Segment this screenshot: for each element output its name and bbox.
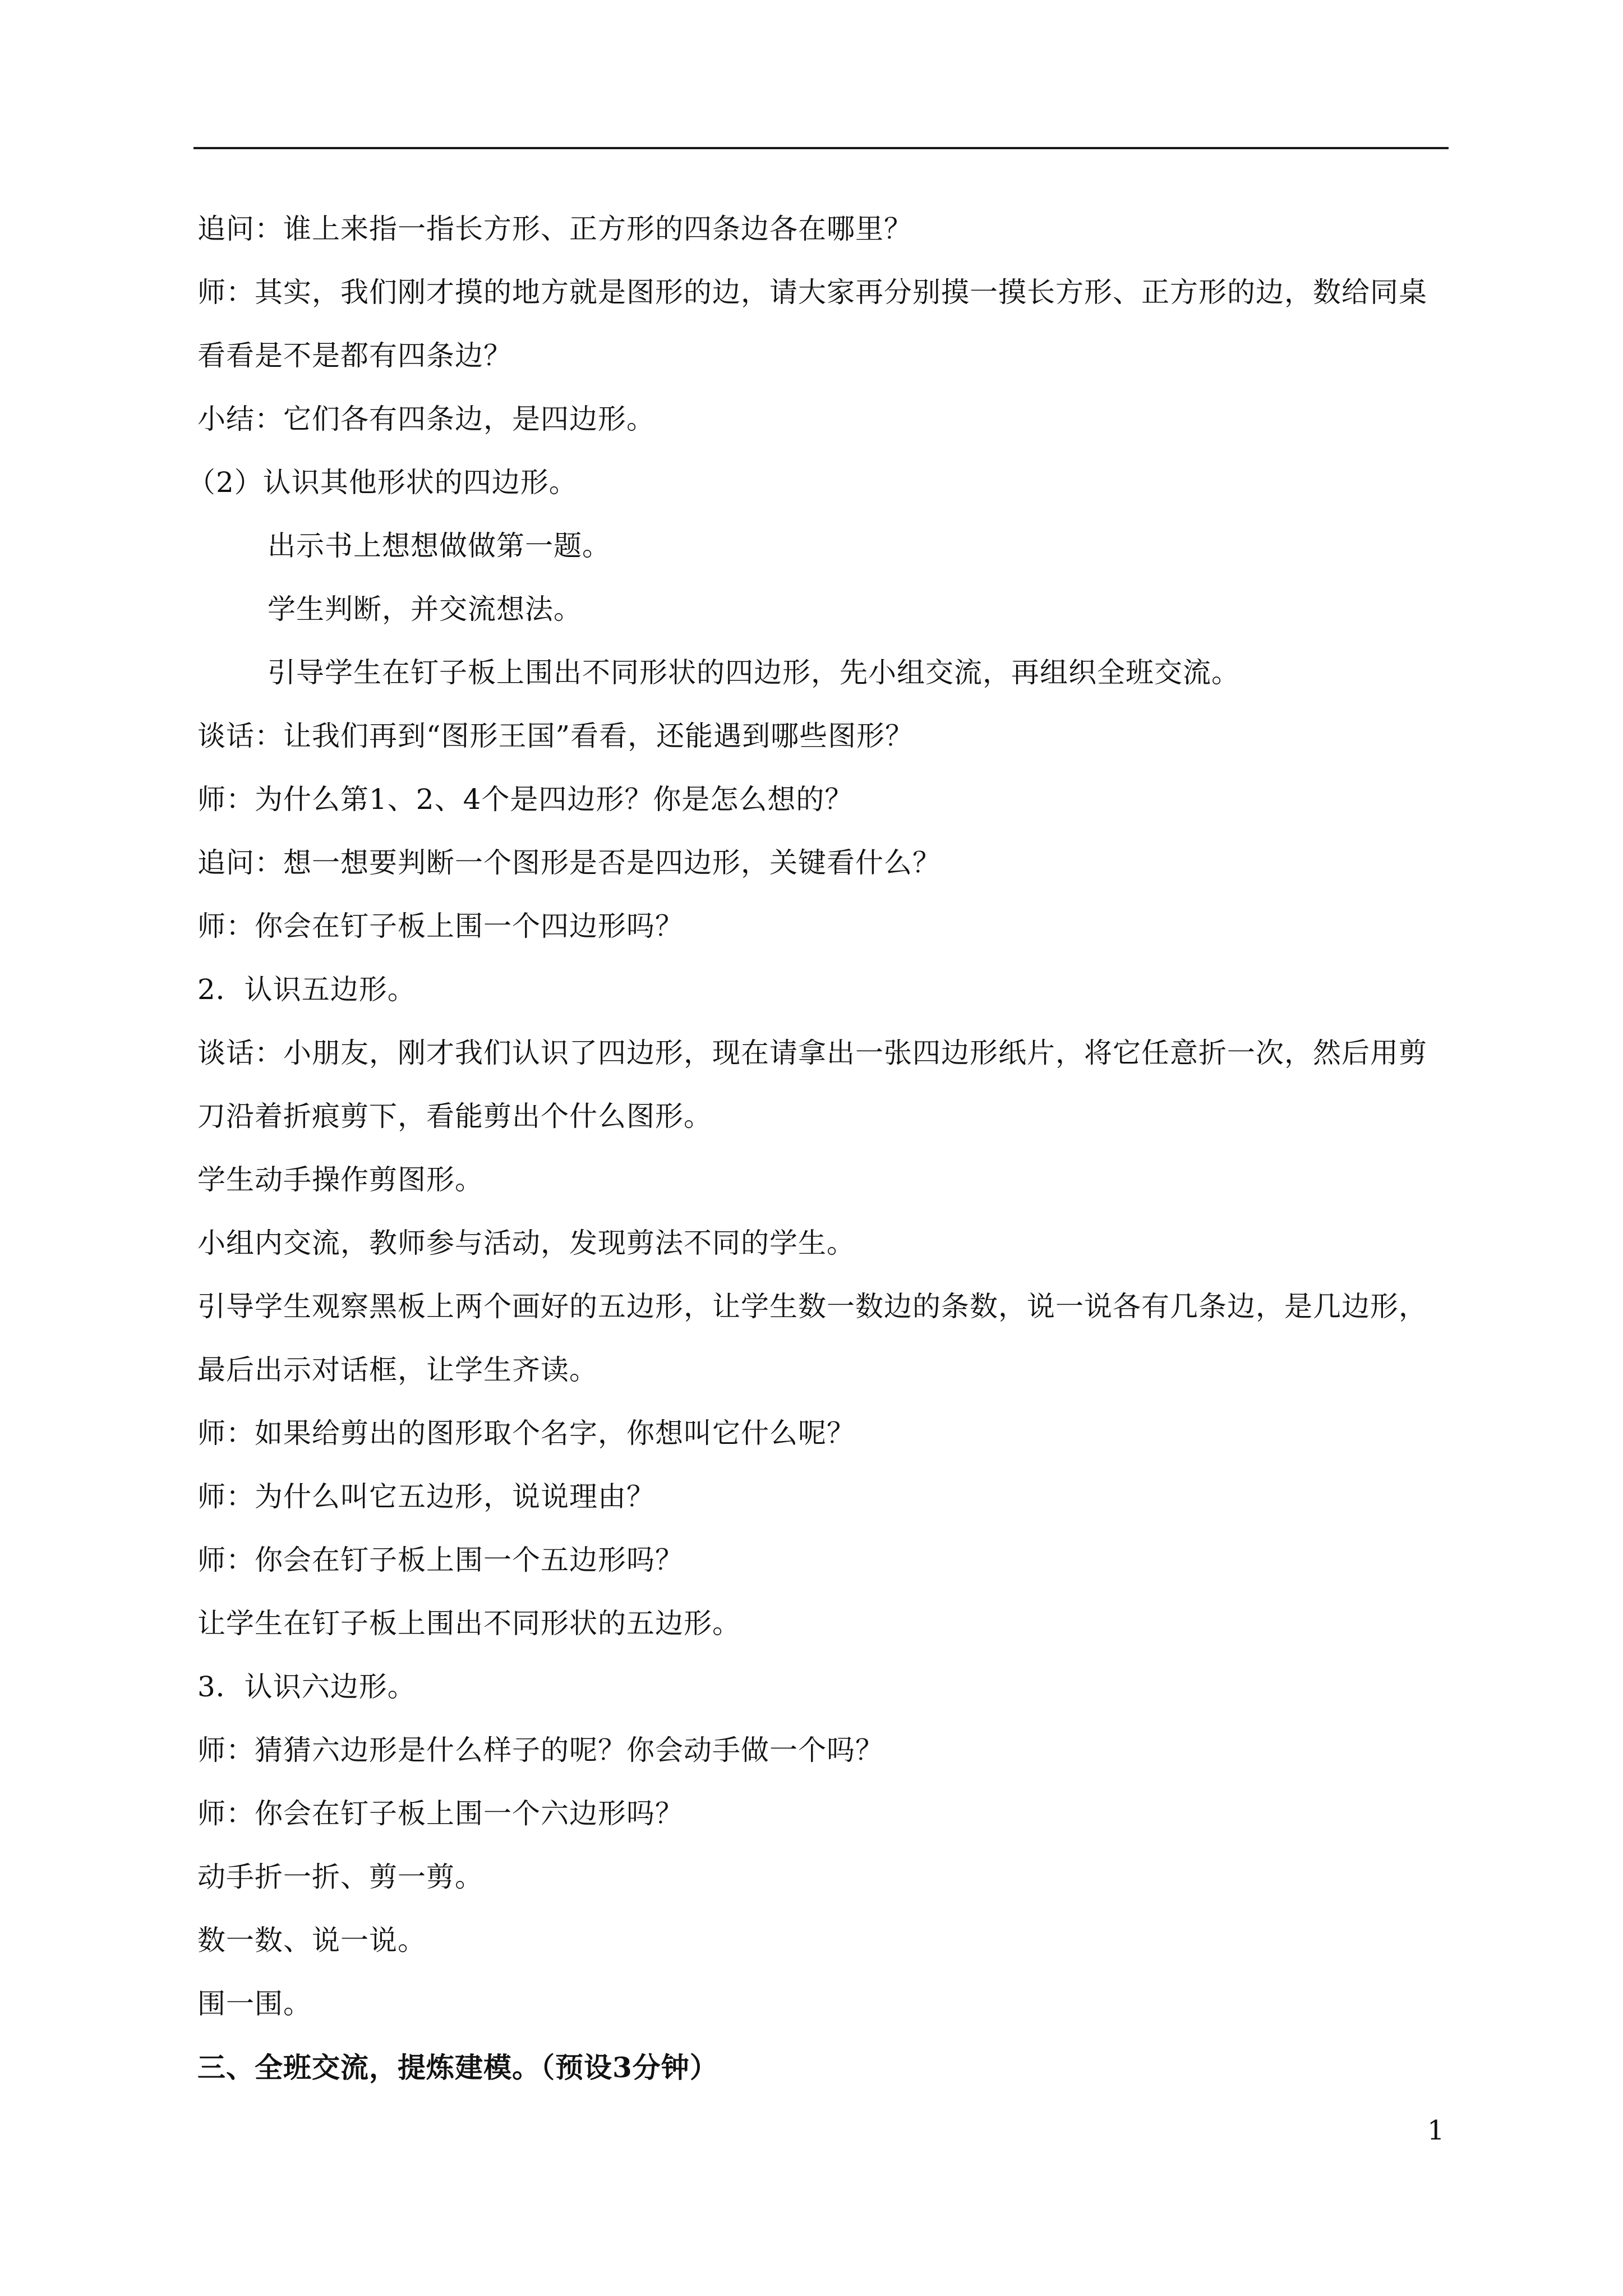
paragraph: 师：其实，我们刚才摸的地方就是图形的边，请大家再分别摸一摸长方形、正方形的边，数给同桌看看是不是都有四条边？: [197, 276, 1427, 372]
paragraph: 学生判断，并交流想法。: [268, 593, 582, 625]
paragraph: 师：如果给剪出的图形取个名字，你想叫它什么呢？: [197, 1417, 855, 1450]
paragraph: 3．认识六边形。: [197, 1671, 416, 1703]
paragraph: （2）认识其他形状的四边形。: [187, 466, 578, 499]
paragraph: 师：你会在钉子板上围一个六边形吗？: [197, 1797, 684, 1830]
paragraph: 小结：它们各有四条边，是四边形。: [197, 403, 655, 435]
paragraph: 出示书上想想做做第一题。: [268, 530, 611, 562]
paragraph: 师：为什么第1、2、4个是四边形？你是怎么想的？: [197, 783, 854, 816]
paragraph: 追问：谁上来指一指长方形、正方形的四条边各在哪里？: [197, 213, 912, 245]
paragraph: 学生动手操作剪图形。: [197, 1163, 483, 1196]
paragraph: 数一数、说一说。: [197, 1924, 426, 1957]
page-number: 1: [1427, 2115, 1445, 2146]
paragraph: 谈话：让我们再到“图形王国”看看，还能遇到哪些图形？: [197, 720, 914, 752]
paragraph: 小组内交流，教师参与活动，发现剪法不同的学生。: [197, 1227, 855, 1259]
paragraph: 动手折一折、剪一剪。: [197, 1861, 483, 1893]
paragraph: 引导学生在钉子板上围出不同形状的四边形，先小组交流，再组织全班交流。: [268, 656, 1240, 689]
header-rule: [193, 147, 1449, 149]
paragraph: 师：猜猜六边形是什么样子的呢？你会动手做一个吗？: [197, 1734, 884, 1766]
paragraph: 谈话：小朋友，刚才我们认识了四边形，现在请拿出一张四边形纸片，将它任意折一次，然后用剪刀沿着折痕剪下，看能剪出个什么图形。: [197, 1037, 1427, 1133]
paragraph: 引导学生观察黑板上两个画好的五边形，让学生数一数边的条数，说一说各有几条边，是几边形，最后出示对话框，让学生齐读。: [197, 1290, 1427, 1386]
paragraph: 师：你会在钉子板上围一个四边形吗？: [197, 910, 684, 942]
paragraph: 师：你会在钉子板上围一个五边形吗？: [197, 1544, 684, 1576]
document-body: [187, 197, 1448, 2099]
paragraph: 2．认识五边形。: [197, 973, 416, 1006]
paragraph: 围一围。: [197, 1987, 312, 2020]
section-heading: 三、全班交流，提炼建模。（预设3分钟）: [197, 2051, 718, 2084]
paragraph: 让学生在钉子板上围出不同形状的五边形。: [197, 1607, 741, 1640]
paragraph: 师：为什么叫它五边形，说说理由？: [197, 1480, 655, 1513]
paragraph: 追问：想一想要判断一个图形是否是四边形，关键看什么？: [197, 846, 941, 879]
